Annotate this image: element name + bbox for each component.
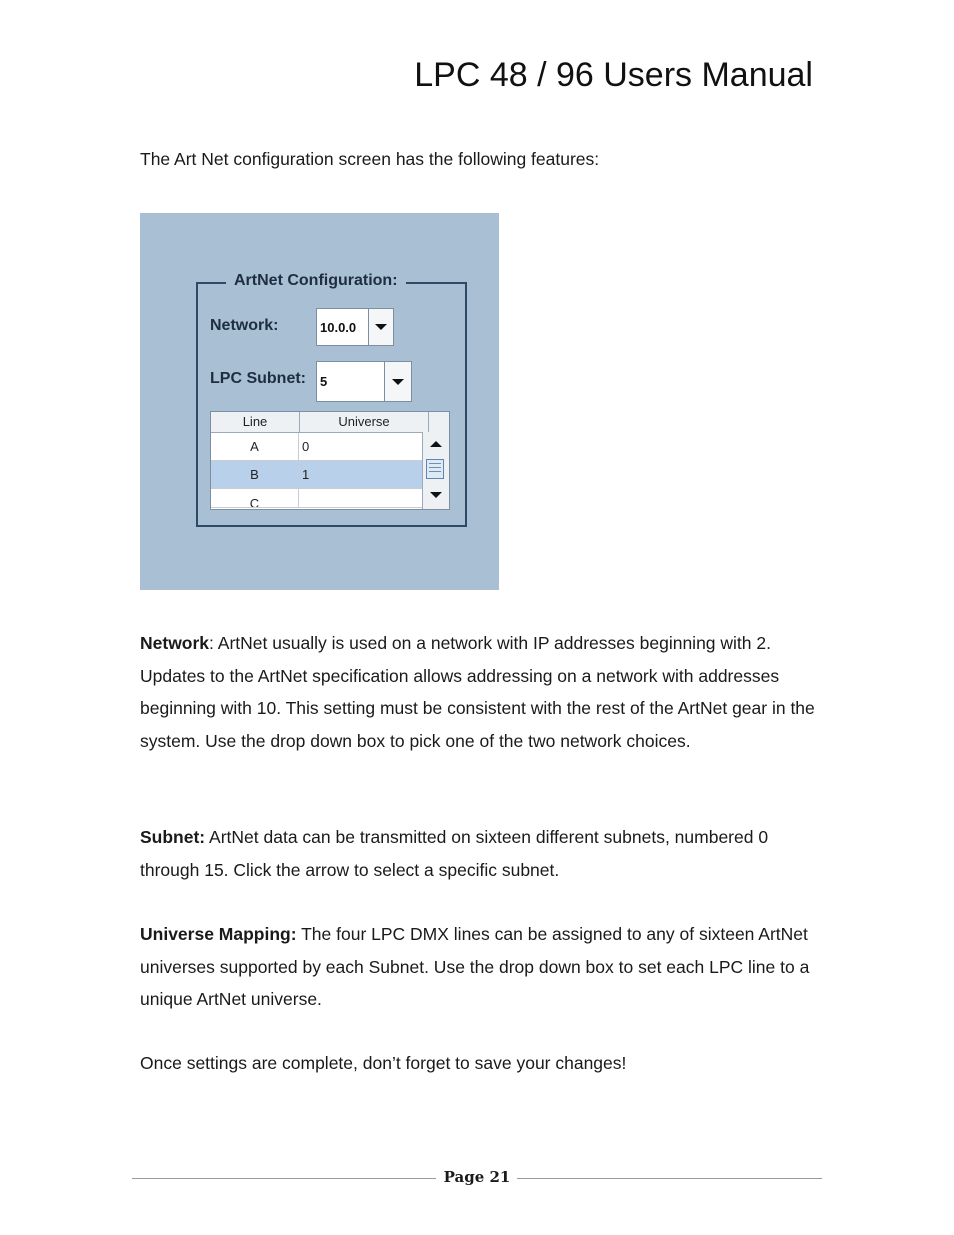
universe-mapping-term: Universe Mapping: <box>140 924 297 944</box>
universe-mapping-text: The four LPC DMX lines can be assigned to any of sixteen ArtNet universes supported by each Subnet. Use the drop down box to set each LPC line to a unique ArtNet universe. <box>140 924 810 1009</box>
page-number: Page 21 <box>443 1168 511 1186</box>
universe-cell[interactable] <box>299 489 424 507</box>
table-row[interactable] <box>211 433 449 461</box>
subnet-dropdown[interactable] <box>316 361 412 402</box>
subnet-term: Subnet: <box>140 827 206 847</box>
closing-note: Once settings are complete, don’t forget to save your changes! <box>140 1053 627 1073</box>
network-text: : ArtNet usually is used on a network with IP addresses beginning with 2. Updates to the ArtNet specification allows addressing on a network with addresses beginning with 10. This setting must be consistent with the rest of the ArtNet gear in the system. Use the drop down box to pick one of the two network choices. <box>140 633 815 751</box>
network-term: Network <box>140 633 210 653</box>
universe-cell[interactable]: 1 <box>299 461 424 488</box>
network-label: Network: <box>210 317 279 334</box>
scroll-down-icon[interactable] <box>425 484 446 506</box>
line-cell: A <box>211 433 299 460</box>
network-description <box>140 627 820 757</box>
line-cell: B <box>211 461 299 488</box>
subnet-label: LPC Subnet: <box>210 370 306 387</box>
table-header <box>211 412 449 433</box>
document-title: LPC 48 / 96 Users Manual <box>414 56 813 94</box>
scroll-up-icon[interactable] <box>425 433 446 455</box>
subnet-description <box>140 821 820 886</box>
chevron-down-icon[interactable] <box>385 362 411 401</box>
column-header-line[interactable]: Line <box>211 412 300 432</box>
intro-text: The Art Net configuration screen has the following features: <box>140 149 600 169</box>
column-header-universe[interactable]: Universe <box>300 412 429 432</box>
network-dropdown[interactable] <box>316 308 394 346</box>
footer-rule-right <box>517 1178 822 1179</box>
group-legend: ArtNet Configuration: <box>226 272 406 290</box>
universe-cell[interactable]: 0 <box>299 433 424 460</box>
line-cell: C <box>211 489 299 507</box>
table-row-selected[interactable] <box>211 461 449 489</box>
subnet-value: 5 <box>317 362 385 401</box>
scroll-thumb[interactable] <box>426 459 444 479</box>
universe-mapping-description <box>140 918 820 1016</box>
network-value: 10.0.0 <box>317 309 369 345</box>
universe-table <box>210 411 450 510</box>
subnet-text: ArtNet data can be transmitted on sixteen different subnets, numbered 0 through 15. Click the arrow to select a specific subnet. <box>140 827 769 880</box>
chevron-down-icon[interactable] <box>369 309 393 345</box>
vertical-scrollbar[interactable] <box>422 432 449 509</box>
artnet-config-group <box>196 272 467 527</box>
artnet-config-screenshot <box>140 213 499 590</box>
table-row[interactable] <box>211 489 449 508</box>
